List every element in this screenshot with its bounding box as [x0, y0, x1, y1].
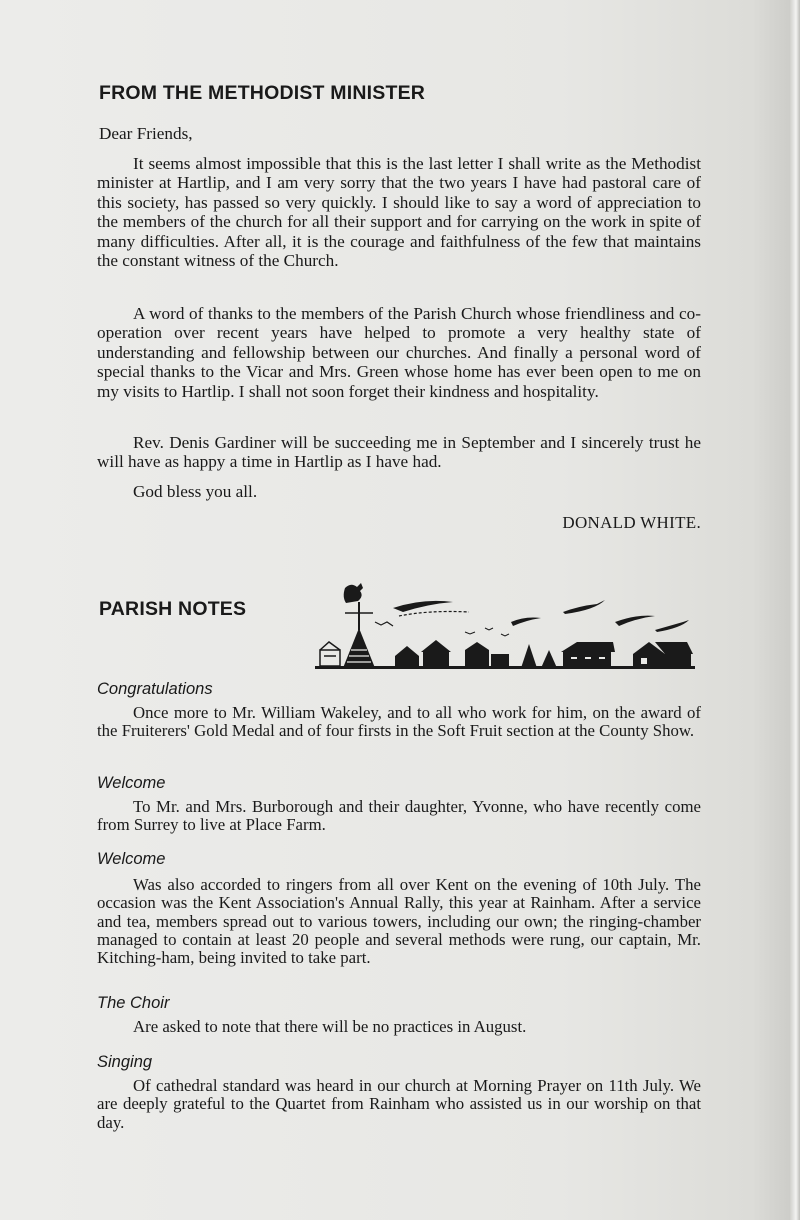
note-text: To Mr. and Mrs. Burborough and their daughter, Yvonne, who have recently come from Surrey to live at Place Farm. [97, 797, 701, 835]
letter-closing: God bless you all. [133, 482, 258, 501]
village-skyline-illustration [315, 580, 695, 670]
letter-paragraph: A word of thanks to the members of the Parish Church whose friendliness and co-operation over recent years have helped to promote a very healthy state of understanding and fellowship between our churches. And finally a personal word of special thanks to the Vicar and Mrs. Green whose home has ever been open to me on my visits to Hartlip. I shall not soon forget their kindness and hospitality. [97, 304, 701, 401]
note-text: Are asked to note that there will be no practices in August. [133, 1017, 527, 1036]
parish-notes-heading: PARISH NOTES [99, 598, 247, 620]
letter-paragraph: Rev. Denis Gardiner will be succeeding me in September and I sincerely trust he will have as happy a time in Hartlip as I have had. [97, 433, 701, 472]
methodist-heading: FROM THE METHODIST MINISTER [99, 82, 426, 104]
weathervane-rooster-icon [344, 583, 373, 630]
page-edge-shadow [790, 0, 800, 1220]
salutation: Dear Friends, [99, 124, 193, 143]
note-text: Was also accorded to ringers from all over Kent on the evening of 10th July. The occasion was the Kent Association's Annual Rally, this year at Rainham. After a service and tea, members spread out to various towers, including our own; the ringing-chamber managed to contain at least 20 people and several methods were rung, our captain, Mr. Kitching-ham, being invited to take part. [97, 875, 701, 968]
note-title-singing: Singing [97, 1053, 153, 1071]
note-text: Once more to Mr. William Wakeley, and to all who work for him, on the award of the Fruiterers' Gold Medal and of four firsts in the Soft Fruit section at the County Show. [97, 703, 701, 741]
note-title-congratulations: Congratulations [97, 680, 213, 698]
signature: DONALD WHITE. [562, 513, 701, 532]
note-title-welcome: Welcome [97, 774, 166, 792]
note-text: Of cathedral standard was heard in our church at Morning Prayer on 11th July. We are deeply grateful to the Quartet from Rainham who assisted us in our worship on that day. [97, 1076, 701, 1132]
note-title-welcome: Welcome [97, 850, 166, 868]
note-title-choir: The Choir [97, 994, 170, 1012]
letter-paragraph: It seems almost impossible that this is the last letter I shall write as the Methodist minister at Hartlip, and I am very sorry that the two years I have had pastoral care of this society, has passed so very quickly. I should like to say a word of appreciation to the members of the church for all their support and for carrying on the work in spite of many difficulties. After all, it is the courage and faithfulness of the few that maintains the constant witness of the Church. [97, 154, 701, 271]
